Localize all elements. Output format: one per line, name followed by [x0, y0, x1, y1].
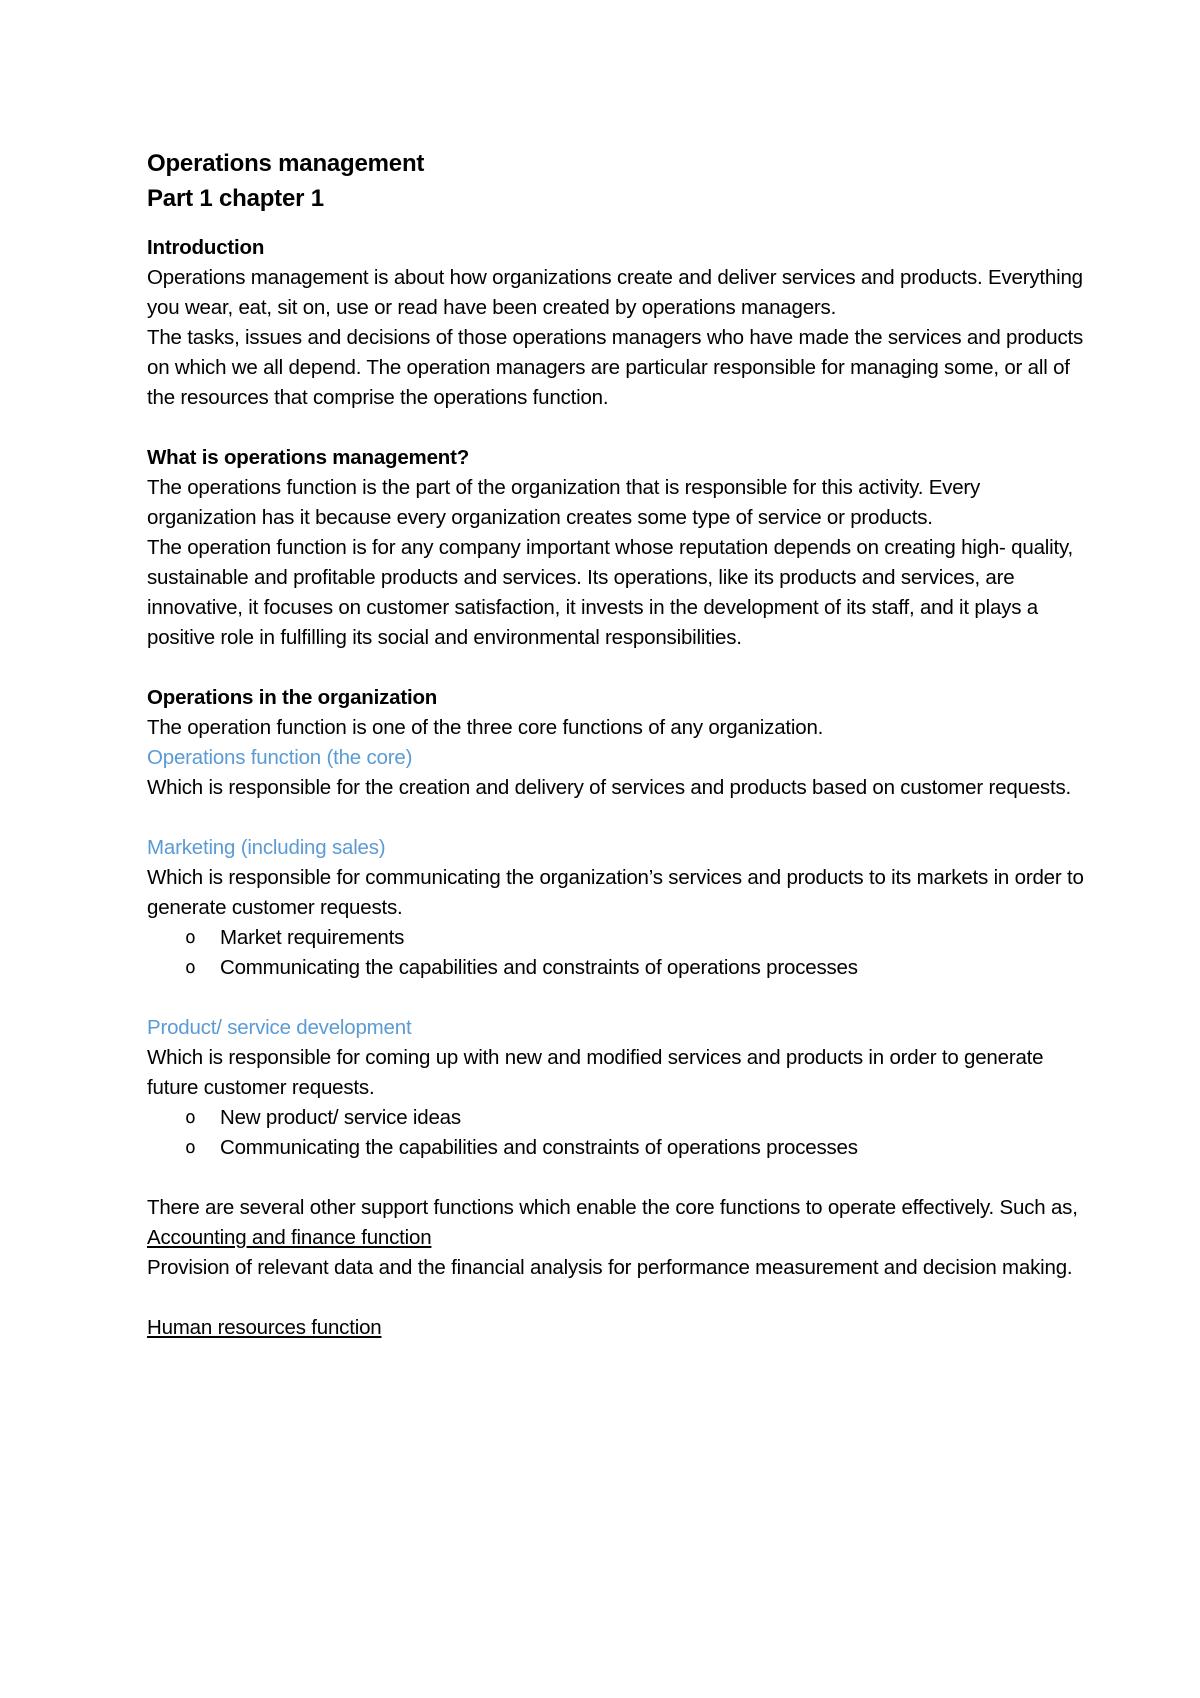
accounting-finance-text: Provision of relevant data and the financial analysis for performance measurement and decision making. — [147, 1256, 1073, 1279]
what-is-heading: What is operations management? — [147, 446, 470, 469]
support-functions-paragraph: There are several other support functions which enable the core functions to operate effectively. Such as, — [147, 1196, 1078, 1219]
intro-paragraph-1: Operations management is about how organizations create and deliver services and products. Everything you wear, eat, sit on, use or read have been created by operations managers. — [147, 266, 1083, 319]
bullet-circle-icon: o — [185, 957, 196, 978]
operations-function-heading: Operations function (the core) — [147, 746, 413, 769]
intro-paragraph-2: The tasks, issues and decisions of those operations managers who have made the services and products on which we all depend. The operation managers are particular responsible for managing some, or all of the resources that comprise the operations function. — [147, 326, 1084, 409]
bullet-text: Market requirements — [220, 926, 405, 949]
spacer — [147, 653, 1087, 683]
marketing-bullet-list — [147, 923, 1087, 983]
human-resources-heading: Human resources function — [147, 1316, 382, 1339]
in-org-paragraph: The operation function is one of the three core functions of any organization. — [147, 716, 824, 739]
bullet-text: Communicating the capabilities and constraints of operations processes — [220, 956, 858, 979]
list-item — [185, 1103, 1087, 1133]
marketing-heading: Marketing (including sales) — [147, 836, 386, 859]
bullet-circle-icon: o — [185, 927, 196, 948]
in-org-heading: Operations in the organization — [147, 686, 438, 709]
document-title: Operations management — [147, 150, 425, 177]
accounting-finance-heading: Accounting and finance function — [147, 1226, 432, 1249]
spacer — [147, 1283, 1087, 1313]
operations-function-text: Which is responsible for the creation and delivery of services and products based on customer requests. — [147, 776, 1072, 799]
what-is-paragraph-1: The operations function is the part of the organization that is responsible for this activity. Every organization has it because every organization creates some type of service or products. — [147, 476, 981, 529]
development-bullet-list — [147, 1103, 1087, 1163]
intro-heading: Introduction — [147, 236, 265, 259]
list-item — [185, 1133, 1087, 1163]
product-service-development-heading: Product/ service development — [147, 1016, 412, 1039]
spacer — [147, 983, 1087, 1013]
bullet-text: New product/ service ideas — [220, 1106, 461, 1129]
bullet-text: Communicating the capabilities and constraints of operations processes — [220, 1136, 858, 1159]
product-service-development-text: Which is responsible for coming up with new and modified services and products in order to generate future customer requests. — [147, 1046, 1044, 1099]
spacer — [147, 803, 1087, 833]
spacer — [147, 1163, 1087, 1193]
bullet-circle-icon: o — [185, 1137, 196, 1158]
list-item — [185, 953, 1087, 983]
spacer — [147, 216, 1087, 233]
document-page — [147, 146, 1087, 1343]
list-item — [185, 923, 1087, 953]
document-subtitle: Part 1 chapter 1 — [147, 185, 324, 212]
marketing-text: Which is responsible for communicating the organization’s services and products to its markets in order to generate customer requests. — [147, 866, 1084, 919]
spacer — [147, 413, 1087, 443]
what-is-paragraph-2: The operation function is for any company important whose reputation depends on creating high- quality, sustainable and profitable products and services. Its operations, like its products and services, are innovative, it focuses on customer satisfaction, it invests in the development of its staff, and it plays a positive role in fulfilling its social and environmental responsibilities. — [147, 536, 1074, 649]
bullet-circle-icon: o — [185, 1107, 196, 1128]
